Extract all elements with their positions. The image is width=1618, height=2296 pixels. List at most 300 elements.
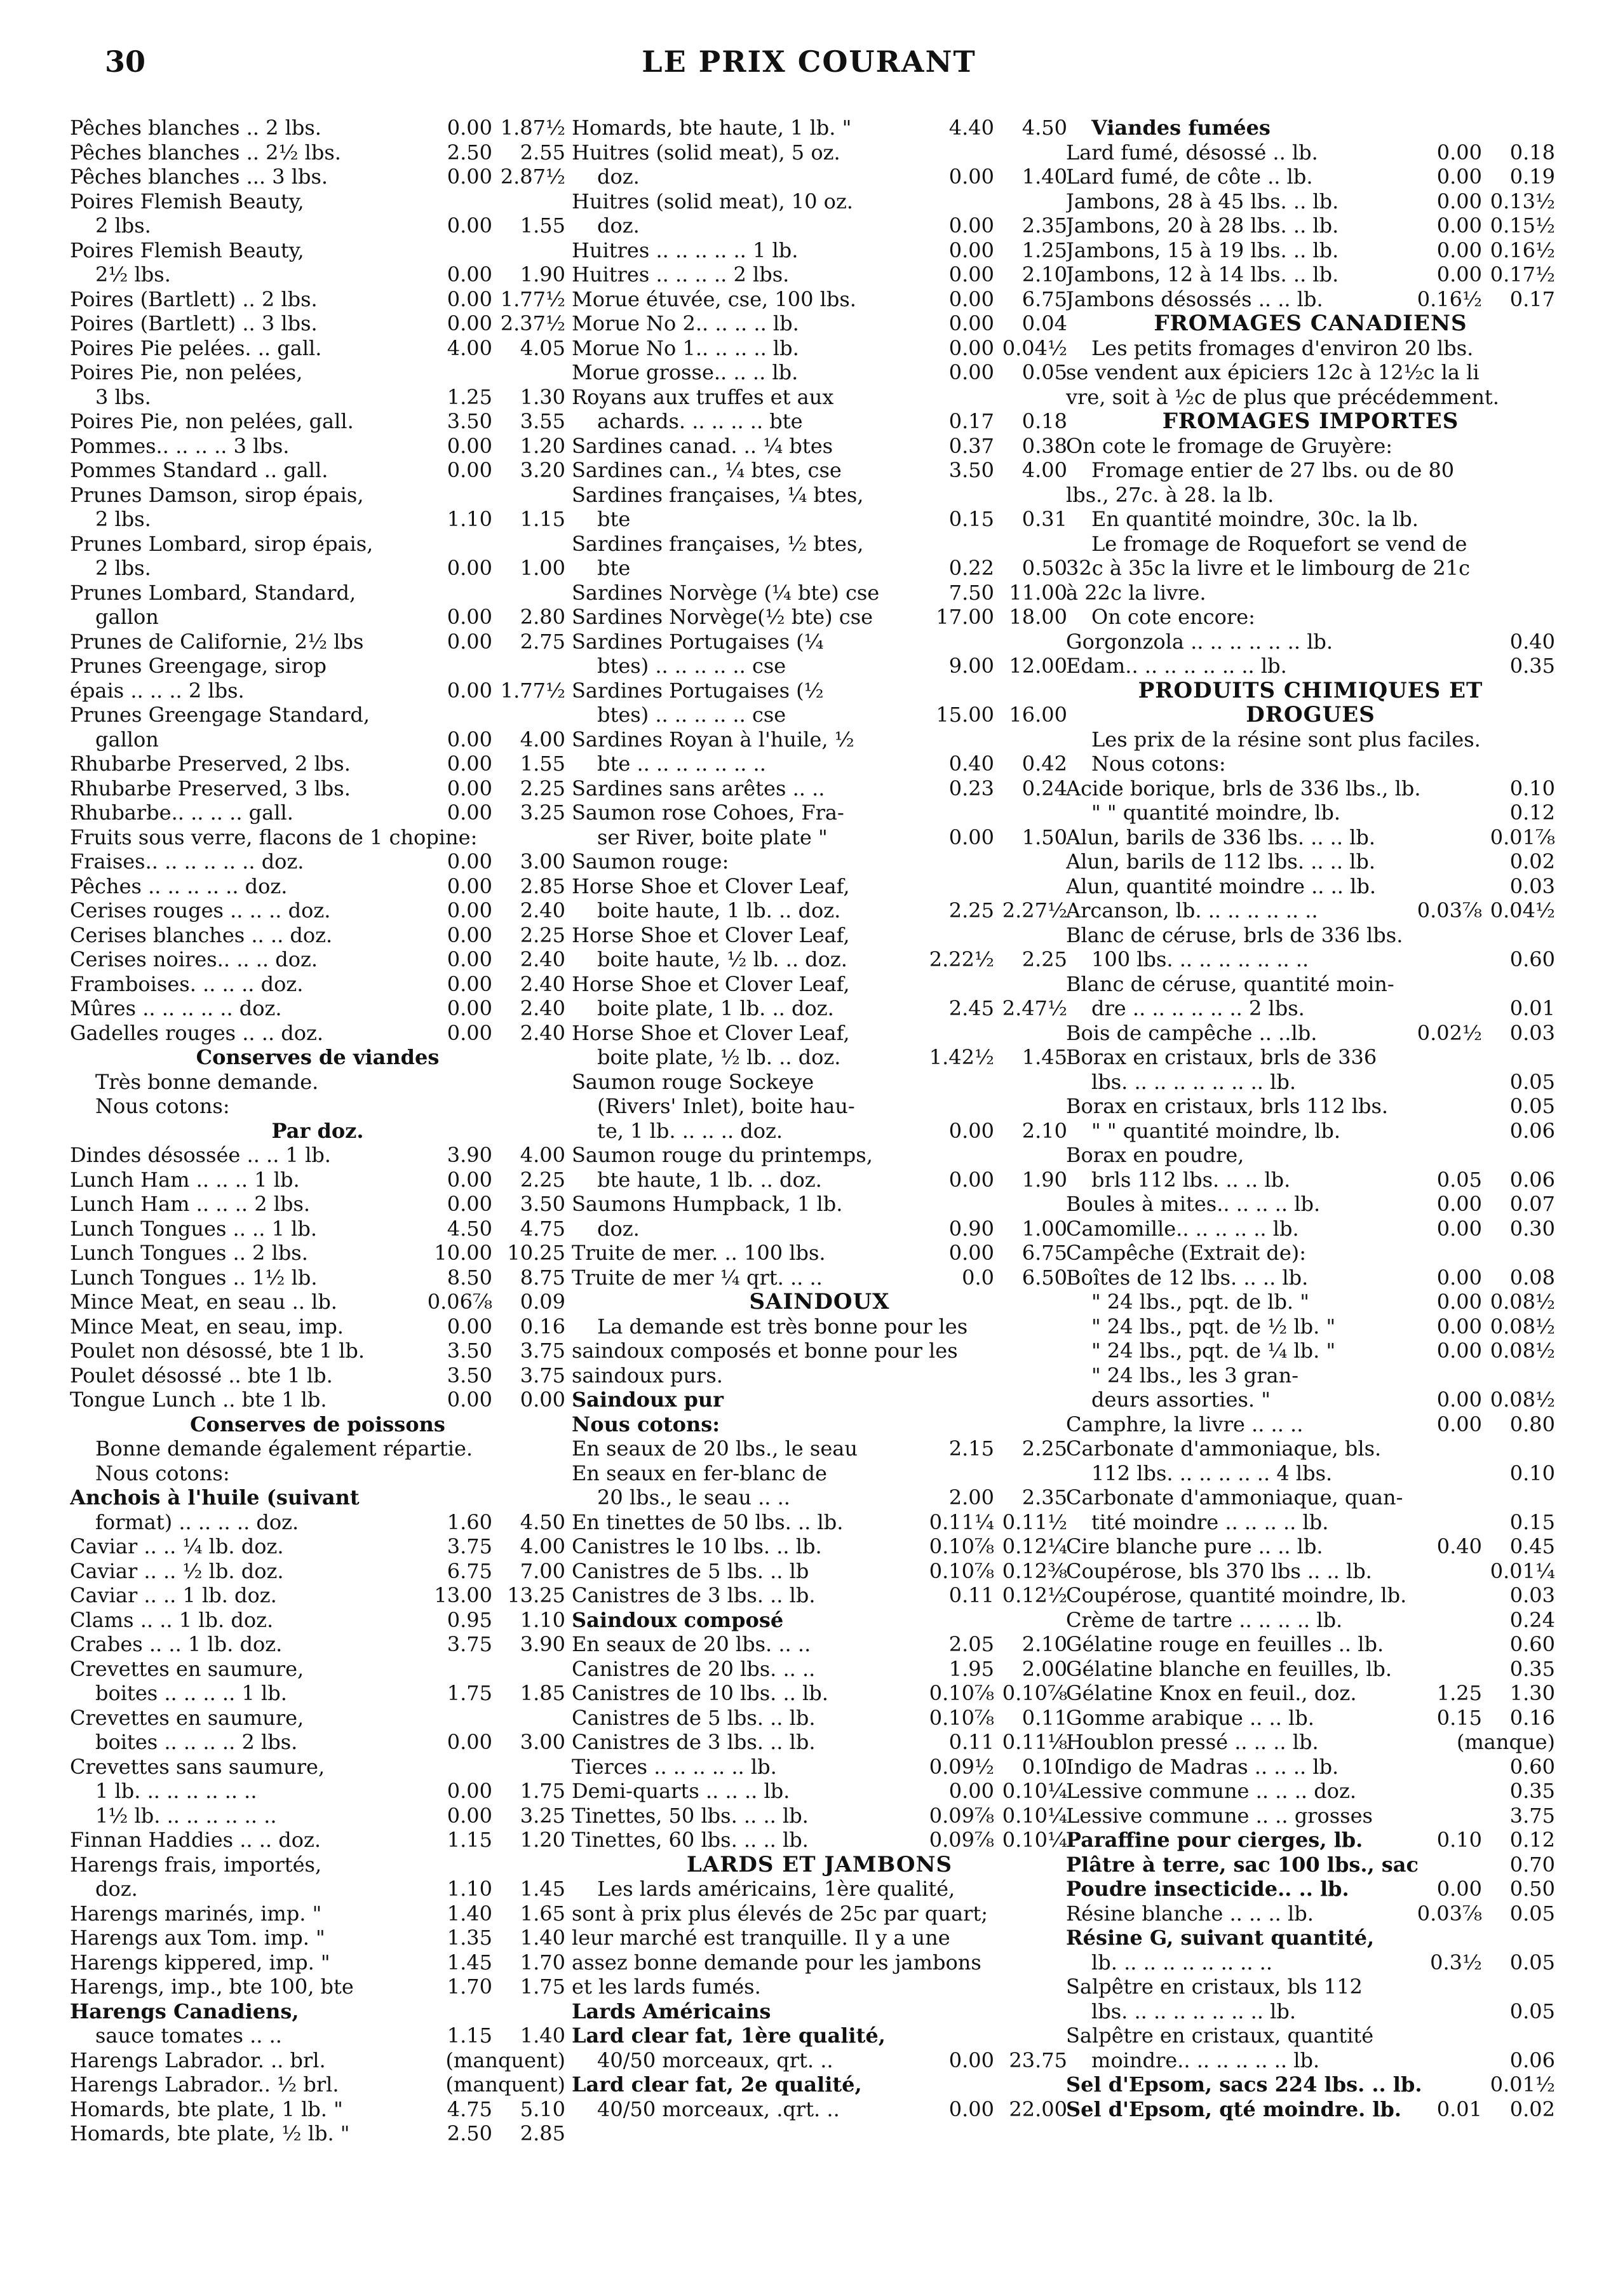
price-high: 1.87½ [500,116,565,140]
price-low: 0.00 [447,1779,492,1803]
item-label: Caviar .. .. 1 lb. doz. [70,1583,277,1607]
price-line [572,116,1067,140]
price-line [572,556,1067,581]
price-line [1066,434,1555,459]
price-low: 2.15 [948,1436,994,1461]
price-low: 1.60 [447,1509,492,1534]
price-high: 0.10 [1021,1754,1067,1779]
price-line [572,1559,1067,1584]
price-line [572,1804,1067,1828]
price-low: 0.03⅞ [1417,898,1482,922]
item-label: Rhubarbe.. .. .. .. gall. [70,800,293,825]
item-label: Crevettes sans saumure, [70,1754,325,1779]
price-low: 0.00 [447,605,492,629]
price-low: 0.00 [948,1118,994,1143]
column-1 [70,116,565,2288]
price-high: 1.30 [1509,1681,1555,1705]
item-label: Jambons désossés .. .. lb. [1066,287,1323,311]
item-label: En seaux en fer-blanc de [572,1461,827,1485]
price-line [1066,1779,1555,1804]
item-label: Crabes .. .. 1 lb. doz. [70,1632,283,1656]
item-label: Prunes Lombard, sirop épais, [70,531,374,556]
item-label: 20 lbs., le seau .. .. [597,1485,790,1509]
price-low: 0.10⅞ [929,1705,994,1730]
price-line [1066,1143,1555,1168]
price-line [70,1999,565,2024]
price-high: 0.04½ [1002,335,1067,360]
price-line [70,1290,565,1314]
item-label: tité moindre .. .. .. .. lb. [1091,1509,1329,1534]
price-line [70,532,565,557]
price-low: 0.01¼ [1490,1558,1555,1583]
price-line [1066,189,1555,214]
price-high: 1.20 [520,1828,565,1852]
item-label: bte [597,556,631,580]
price-low: 0.00 [447,678,492,703]
price-low: 0.02 [1509,849,1555,874]
price-line [70,2097,565,2122]
item-label: Rhubarbe Preserved, 3 lbs. [70,776,351,800]
price-line [1066,1583,1555,1608]
price-line [572,385,1067,410]
item-label: PRODUITS CHIMIQUES ET [1138,678,1483,703]
price-high: 18.00 [1009,605,1067,629]
price-high: 1.45 [1021,1045,1067,1069]
item-label: boite haute, ½ lb. .. doz. [597,947,847,971]
item-label: Nous cotons: [572,1412,720,1436]
item-label: Poires Pie, non pelées, gall. [70,409,354,433]
price-high: 1.77½ [500,287,565,311]
item-label: Sardines sans arêtes .. .. [572,776,825,800]
price-line [572,311,1067,336]
price-low: 0.00 [1436,1388,1482,1412]
item-label: 2½ lbs. [95,262,171,287]
price-line [70,165,565,189]
price-high: 0.11½ [1002,1509,1067,1534]
price-line [1066,1290,1555,1314]
price-line [70,1730,565,1755]
price-line [1066,2097,1555,2122]
item-label: Acide borique, brls de 336 lbs., lb. [1066,776,1421,800]
price-low: 1.75 [447,1681,492,1705]
price-line [70,703,565,727]
item-label: Tinettes, 50 lbs. .. .. lb. [572,1803,809,1828]
price-line [1066,1730,1555,1755]
price-low: 0.10⅞ [929,1558,994,1583]
price-line [572,409,1067,434]
price-high: 0.31 [1021,507,1067,531]
price-low: 0.16½ [1417,287,1482,311]
item-label: Cerises blanches .. .. doz. [70,922,333,947]
item-label: Blanc de céruse, brls de 336 lbs. [1066,922,1403,947]
item-label: Canistres de 20 lbs. .. .. [572,1656,816,1681]
price-line [1066,1804,1555,1828]
price-high: 22.00 [1009,2097,1067,2121]
item-label: Canistres le 10 lbs. .. lb. [572,1534,822,1558]
price-low: 0.15 [1436,1705,1482,1730]
price-line [70,1926,565,1950]
item-label: Viandes fumées [1091,116,1271,140]
price-line [70,1804,565,1828]
price-line [70,483,565,508]
item-label: Bonne demande également répartie. [95,1436,473,1461]
item-label: Paraffine pour cierges, lb. [1066,1828,1363,1852]
item-label: Tongue Lunch .. bte 1 lb. [70,1388,327,1412]
price-line [70,556,565,581]
price-line [572,2097,1067,2122]
page-number: 30 [105,44,146,79]
price-high: 1.00 [520,556,565,580]
price-line [572,1510,1067,1535]
price-line [70,874,565,899]
price-line [1066,1559,1555,1584]
item-label: Canistres de 5 lbs. .. lb. [572,1705,816,1730]
price-low: 4.75 [447,2097,492,2121]
item-label: bte [597,507,631,531]
price-line [70,1143,565,1168]
item-label: Harengs Canadiens, [70,1999,299,2023]
item-label: Cerises noires.. .. .. doz. [70,947,318,971]
item-label: Très bonne demande. [95,1069,319,1094]
price-line [1066,287,1555,312]
item-label: Saumon rose Cohoes, Fra- [572,800,844,825]
price-high: 0.10¼ [1002,1803,1067,1828]
price-line [572,1143,1067,1168]
price-low: 0.00 [447,922,492,947]
price-high: 0.15½ [1490,213,1555,238]
price-line [70,1436,565,1461]
price-high: 1.55 [520,213,565,238]
item-label: se vendent aux épiciers 12c à 12½c la li [1066,360,1480,384]
price-low: 2.05 [948,1632,994,1656]
price-low: 0.00 [1436,1265,1482,1290]
price-line [70,336,565,361]
item-label: bte haute, 1 lb. .. doz. [597,1167,822,1192]
price-low: 6.75 [447,1558,492,1583]
price-line [70,1339,565,1363]
price-high: 23.75 [1009,2048,1067,2072]
price-line [1066,1192,1555,1217]
price-line [1066,1877,1555,1901]
price-line [70,189,565,214]
price-line [572,752,1067,776]
price-high: 8.75 [520,1265,565,1290]
price-low: 0.0 [962,1265,994,1290]
price-high: 1.20 [520,433,565,458]
price-line [1066,1339,1555,1363]
price-line [1066,996,1555,1021]
price-low: 1.35 [447,1926,492,1950]
price-low: 0.00 [1436,262,1482,287]
price-line [1066,336,1555,361]
item-label: Poudre insecticide.. .. lb. [1066,1877,1349,1901]
price-low: 0.00 [1436,1192,1482,1216]
price-low: 0.00 [447,874,492,898]
item-label: Prunes Damson, sirop épais, [70,482,364,507]
price-low: 0.00 [948,311,994,335]
price-low: 0.00 [447,776,492,800]
price-low: 0.00 [948,262,994,287]
item-label: doz. [597,1216,640,1241]
item-label: Harengs, imp., bte 100, bte [70,1975,354,1999]
price-low: 0.11¼ [929,1509,994,1534]
item-label: lbs. .. .. .. .. .. .. .. lb. [1091,1069,1296,1094]
price-line [70,679,565,703]
item-label: 2 lbs. [95,507,151,531]
price-high: 0.50 [1509,1877,1555,1901]
price-low: 0.15 [948,507,994,531]
item-label: Jambons, 15 à 19 lbs. .. lb. [1066,238,1339,262]
price-low: 0.00 [1436,1314,1482,1339]
price-low: 0.00 [447,800,492,825]
price-line [572,727,1067,752]
price-high: 3.20 [520,458,565,482]
price-line [572,776,1067,801]
price-low: 10.00 [434,1241,492,1265]
price-low: 0.00 [1436,213,1482,238]
price-line [1066,238,1555,263]
item-label: achards. .. .. .. .. bte [597,409,803,433]
item-label: Saindoux composé [572,1607,784,1632]
price-line [1066,1266,1555,1290]
price-low: 0.24 [1509,1607,1555,1632]
price-line [572,2048,1067,2073]
price-high: 0.12¼ [1002,1534,1067,1558]
price-low: 0.05 [1509,1999,1555,2023]
item-label: Harengs Labrador. .. brl. [70,2048,326,2072]
price-high: 7.00 [520,1558,565,1583]
price-low: 0.10⅞ [929,1534,994,1558]
price-high: 0.00 [520,1388,565,1412]
item-label: Demi-quarts .. .. .. lb. [572,1779,790,1803]
item-label: " 24 lbs., pqt. de lb. " [1091,1290,1309,1314]
item-label: Poulet désossé .. bte 1 lb. [70,1363,333,1388]
price-high: 5.10 [520,2097,565,2121]
item-label: Huitres (solid meat), 10 oz. [572,189,853,213]
price-high: 0.05 [1021,360,1067,384]
price-low: 0.09½ [929,1754,994,1779]
price-low: 0.00 [447,898,492,922]
item-label: Sardines françaises, ¼ btes, [572,482,864,507]
price-low: 8.50 [447,1265,492,1290]
price-high: 2.25 [520,1167,565,1192]
price-low: 2.50 [447,2121,492,2145]
item-label: Indigo de Madras .. .. .. lb. [1066,1754,1339,1779]
item-label: Prunes de Californie, 2½ lbs [70,629,364,654]
price-line [70,262,565,287]
price-low: 1.95 [948,1656,994,1681]
item-label: Prunes Lombard, Standard, [70,580,356,605]
price-line [70,1975,565,1999]
price-low: 0.70 [1509,1852,1555,1877]
item-label: assez bonne demande pour les jambons [572,1950,981,1975]
item-label: Conserves de viandes [196,1045,440,1069]
item-label: Résine G, suivant quantité, [1066,1926,1375,1950]
price-line [70,776,565,801]
price-line [70,2072,565,2097]
price-line [70,360,565,385]
price-line [1066,947,1555,972]
price-low: 0.00 [447,287,492,311]
price-high: 1.15 [520,507,565,531]
price-line [572,1266,1067,1290]
page-header [0,44,1618,89]
price-line [1066,1241,1555,1266]
price-low: 17.00 [936,605,994,629]
item-label: Morue No 1.. .. .. .. lb. [572,335,799,360]
item-label: btes) .. .. .. .. .. cse [597,654,786,678]
price-line [572,1388,1067,1412]
price-line [572,360,1067,385]
item-label: On cote le fromage de Gruyère: [1066,433,1393,458]
price-high: 2.75 [520,629,565,654]
item-label: Royans aux truffes et aux [572,384,834,409]
price-high: 1.50 [1021,825,1067,849]
price-line [572,189,1067,214]
price-high: 1.65 [520,1901,565,1926]
price-low: 0.05 [1509,1069,1555,1094]
price-line [70,752,565,776]
price-high: 2.10 [1021,262,1067,287]
item-label: Coupérose, bls 370 lbs .. .. lb. [1066,1558,1372,1583]
item-label: Mince Meat, en seau, imp. [70,1314,344,1339]
price-line [572,1926,1067,1950]
price-line [70,311,565,336]
price-high: 4.00 [520,1534,565,1558]
price-high: 0.10¼ [1002,1779,1067,1803]
item-label: boite plate, ½ lb. .. doz. [597,1045,841,1069]
item-label: Lard clear fat, 1ère qualité, [572,2023,886,2048]
price-low: 3.75 [447,1632,492,1656]
price-low: 0.00 [948,1167,994,1192]
price-line [1066,1314,1555,1339]
item-label: Pommes Standard .. gall. [70,458,328,482]
item-label: Pêches .. .. .. .. .. doz. [70,874,288,898]
price-high: 1.75 [520,1975,565,1999]
price-line [572,1241,1067,1266]
item-label: Nous cotons: [95,1461,230,1485]
item-label: Les petits fromages d'environ 20 lbs. [1091,335,1474,360]
price-high: 0.12⅜ [1002,1558,1067,1583]
item-label: Truite de mer ¼ qrt. .. .. [572,1265,823,1290]
item-label: Caviar .. .. ¼ lb. doz. [70,1534,284,1558]
item-label: Saumons Humpback, 1 lb. [572,1192,843,1216]
item-label: Salpêtre en cristaux, quantité [1066,2023,1374,2048]
price-line [1066,1168,1555,1192]
price-line [1066,213,1555,238]
price-line [70,1510,565,1535]
item-label: Edam.. .. .. .. .. .. .. lb. [1066,654,1287,678]
item-label: Homards, bte haute, 1 lb. " [572,116,852,140]
price-line [70,385,565,410]
price-low: 0.00 [447,1730,492,1754]
price-high: 0.45 [1509,1534,1555,1558]
price-line [572,1217,1067,1241]
price-low: 1.15 [447,2023,492,2048]
price-low: (manque) [1456,1730,1555,1754]
price-low: 0.00 [1436,1877,1482,1901]
price-high: 3.25 [520,800,565,825]
price-low: 4.40 [948,116,994,140]
price-line [572,1877,1067,1901]
item-label: Cerises rouges .. .. .. doz. [70,898,331,922]
price-line [70,1241,565,1266]
item-label: épais .. .. .. 2 lbs. [70,678,245,703]
price-line [1066,1755,1555,1779]
price-low: 0.00 [447,1803,492,1828]
price-line [572,1755,1067,1779]
price-low: 0.00 [447,556,492,580]
price-line [572,287,1067,312]
item-label: Tinettes, 60 lbs. .. .. lb. [572,1828,809,1852]
item-label: te, 1 lb. .. .. .. doz. [597,1118,783,1143]
price-high: 1.25 [1021,238,1067,262]
price-high: 1.30 [520,384,565,409]
price-line [1066,1950,1555,1975]
item-label: Gomme arabique .. .. lb. [1066,1705,1314,1730]
item-label: Harengs aux Tom. imp. " [70,1926,325,1950]
section-heading [1066,311,1555,336]
item-label: Saumon rouge: [572,849,729,874]
price-line [572,1999,1067,2024]
price-high: 0.30 [1509,1216,1555,1241]
price-low: 3.50 [447,409,492,433]
price-line [1066,140,1555,165]
item-label: Lunch Tongues .. 1½ lb. [70,1265,318,1290]
item-label: btes) .. .. .. .. .. cse [597,703,786,727]
price-line [1066,752,1555,776]
price-high: 0.50 [1021,556,1067,580]
price-high: 0.03 [1509,1020,1555,1045]
price-line [572,1436,1067,1461]
section-heading [572,1290,1067,1314]
price-line [572,1070,1067,1095]
item-label: Saumon rouge du printemps, [572,1143,873,1167]
price-line [572,1632,1067,1657]
price-low: 0.00 [948,238,994,262]
price-low: 0.00 [948,360,994,384]
price-low: 0.3½ [1430,1950,1482,1975]
item-label: Sel d'Epsom, sacs 224 lbs. .. lb. [1066,2072,1422,2097]
price-low: 0.35 [1509,1656,1555,1681]
item-label: Alun, barils de 336 lbs. .. .. lb. [1066,825,1376,849]
column-3 [1066,116,1555,2288]
section-heading [70,1045,565,1070]
item-label: Lunch Tongues .. 2 lbs. [70,1241,308,1265]
price-low: 0.00 [447,1314,492,1339]
item-label: Prunes Greengage, sirop [70,654,327,678]
price-low: 0.00 [1436,140,1482,165]
item-label: " " quantité moindre, lb. [1091,1118,1341,1143]
price-line [1066,385,1555,410]
item-label: Morue grosse.. .. .. lb. [572,360,799,384]
price-high: 2.10 [1021,1632,1067,1656]
price-high: 1.00 [1021,1216,1067,1241]
item-label: Conserves de poissons [190,1412,445,1436]
item-label: Truite de mer. .. 100 lbs. [572,1241,826,1265]
item-label: Morue No 2.. .. .. .. lb. [572,311,799,335]
item-label: Poires (Bartlett) .. 2 lbs. [70,287,318,311]
price-line [1066,1485,1555,1510]
price-low: 0.00 [447,849,492,874]
price-high: 2.55 [520,140,565,165]
item-label: Lessive commune .. .. .. doz. [1066,1779,1356,1803]
price-low: 0.15 [1509,1509,1555,1534]
price-line [572,923,1067,948]
price-low: 0.60 [1509,947,1555,971]
item-label: doz. [95,1877,138,1901]
item-label: Plâtre à terre, sac 100 lbs., sac [1066,1852,1419,1877]
